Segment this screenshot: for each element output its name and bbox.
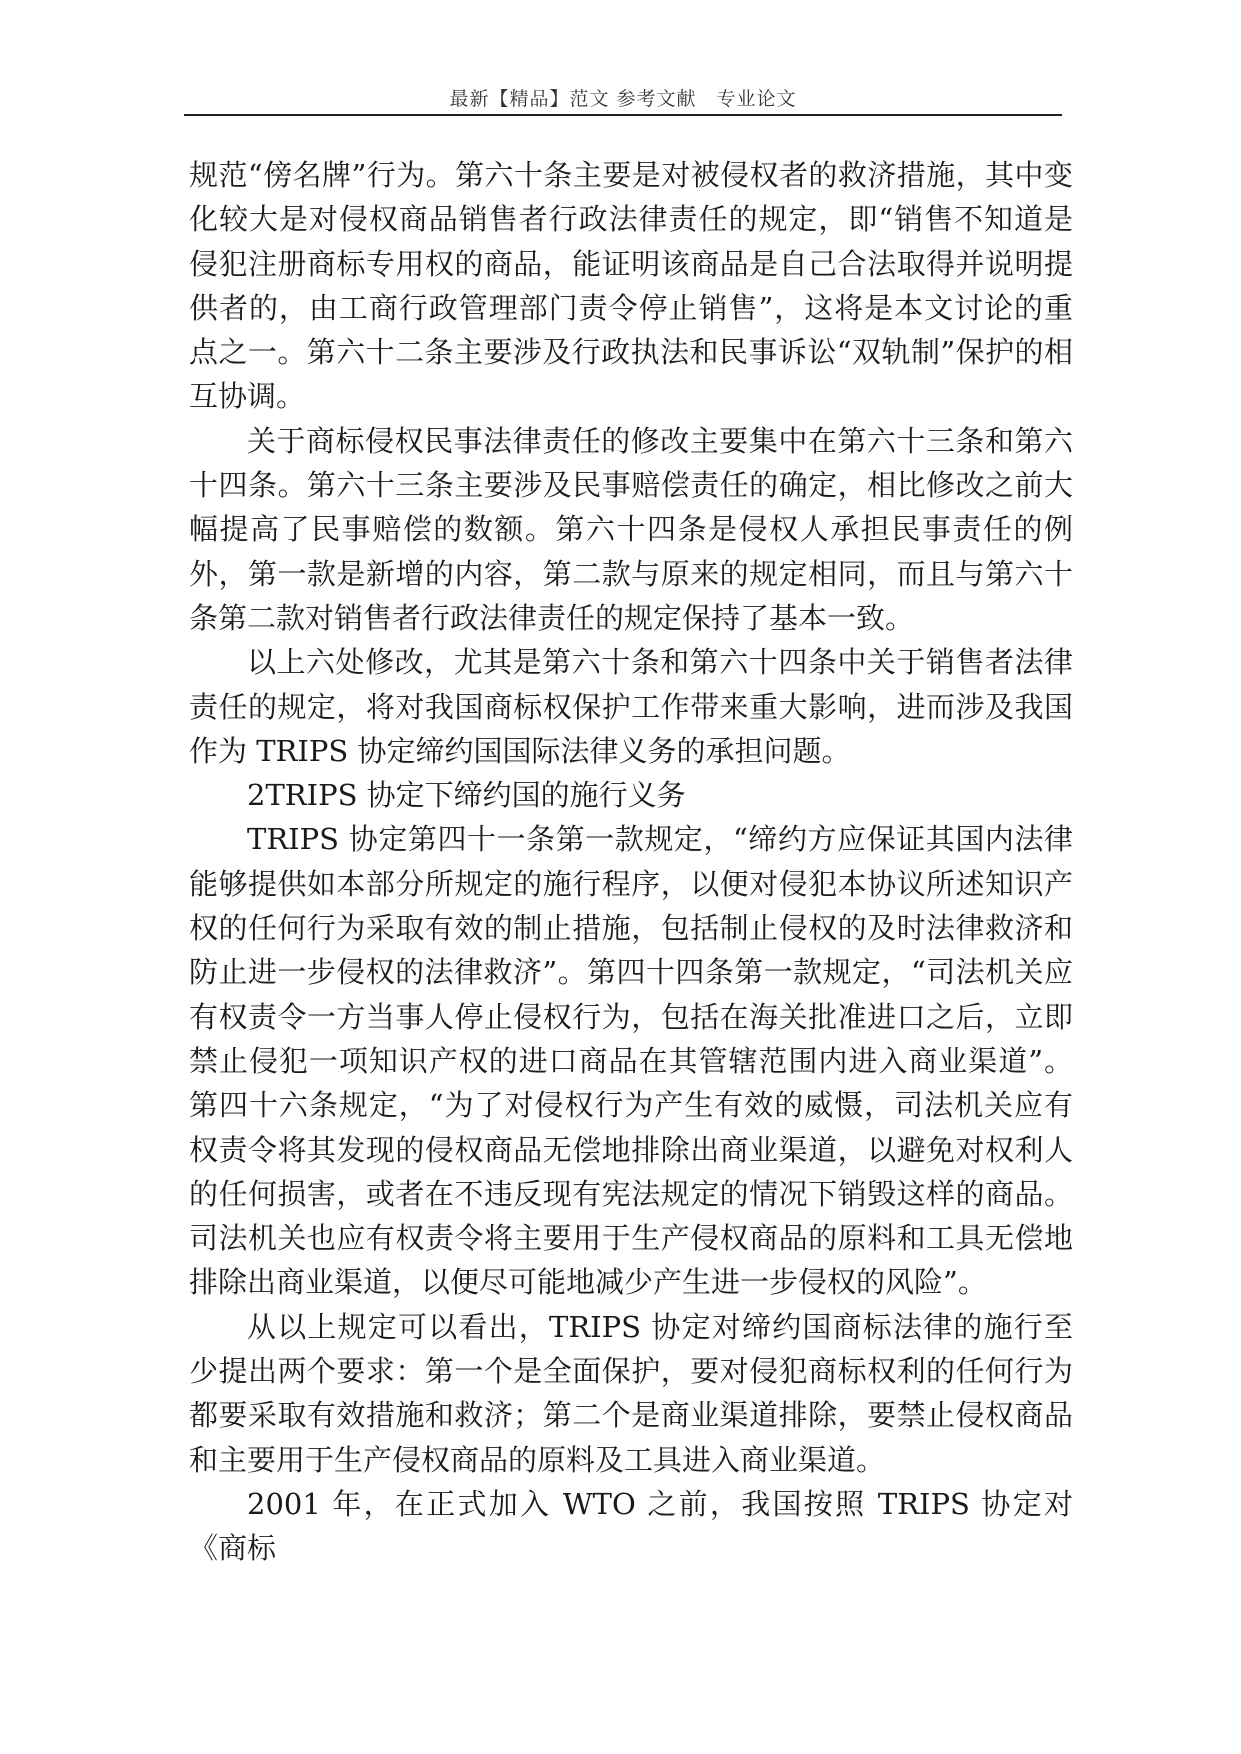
paragraph: 关于商标侵权民事法律责任的修改主要集中在第六十三条和第六十四条。第六十三条主要涉及民事赔偿责任的确定，相比修改之前大幅提高了民事赔偿的数额。第六十四条是侵权人承担民事责任的例外，第一款是新增的内容，第二款与原来的规定相同，而且与第六十条第二款对销售者行政法律责任的规定保持了基本一致。: [189, 423, 1073, 635]
paragraph: 规范“傍名牌”行为。第六十条主要是对被侵权者的救济措施，其中变化较大是对侵权商品销售者行政法律责任的规定，即“销售不知道是侵犯注册商标专用权的商品，能证明该商品是自己合法取得并说明提供者的，由工商行政管理部门责令停止销售”，这将是本文讨论的重点之一。第六十二条主要涉及行政执法和民事诉讼“双轨制”保护的相互协调。: [189, 158, 1073, 414]
paragraph: 从以上规定可以看出，TRIPS 协定对缔约国商标法律的施行至少提出两个要求：第一个是全面保护，要对侵犯商标权利的任何行为都要采取有效措施和救济；第二个是商业渠道排除，要禁止侵权商品和主要用于生产侵权商品的原料及工具进入商业渠道。: [189, 1309, 1073, 1477]
paragraph: 2001 年，在正式加入 WTO 之前，我国按照 TRIPS 协定对《商标: [189, 1486, 1073, 1566]
page-header: 最新【精品】范文 参考文献 专业论文: [449, 88, 797, 110]
document-body: [189, 153, 1073, 1571]
paragraph: TRIPS 协定第四十一条第一款规定，“缔约方应保证其国内法律能够提供如本部分所规定的施行程序，以便对侵犯本协议所述知识产权的任何行为采取有效的制止措施，包括制止侵权的及时法律救济和防止进一步侵权的法律救济”。第四十四条第一款规定，“司法机关应有权责令一方当事人停止侵权行为，包括在海关批准进口之后，立即禁止侵犯一项知识产权的进口商品在其管辖范围内进入商业渠道”。第四十六条规定，“为了对侵权行为产生有效的威慑，司法机关应有权责令将其发现的侵权商品无偿地排除出商业渠道，以避免对权利人的任何损害，或者在不违反现有宪法规定的情况下销毁这样的商品。司法机关也应有权责令将主要用于生产侵权商品的原料和工具无偿地排除出商业渠道，以便尽可能地减少产生进一步侵权的风险”。: [189, 822, 1073, 1300]
paragraph: 以上六处修改，尤其是第六十条和第六十四条中关于销售者法律责任的规定，将对我国商标权保护工作带来重大影响，进而涉及我国作为 TRIPS 协定缔约国国际法律义务的承担问题。: [189, 645, 1073, 768]
section-heading: 2TRIPS 协定下缔约国的施行义务: [247, 778, 686, 813]
header-rule: [184, 114, 1062, 116]
